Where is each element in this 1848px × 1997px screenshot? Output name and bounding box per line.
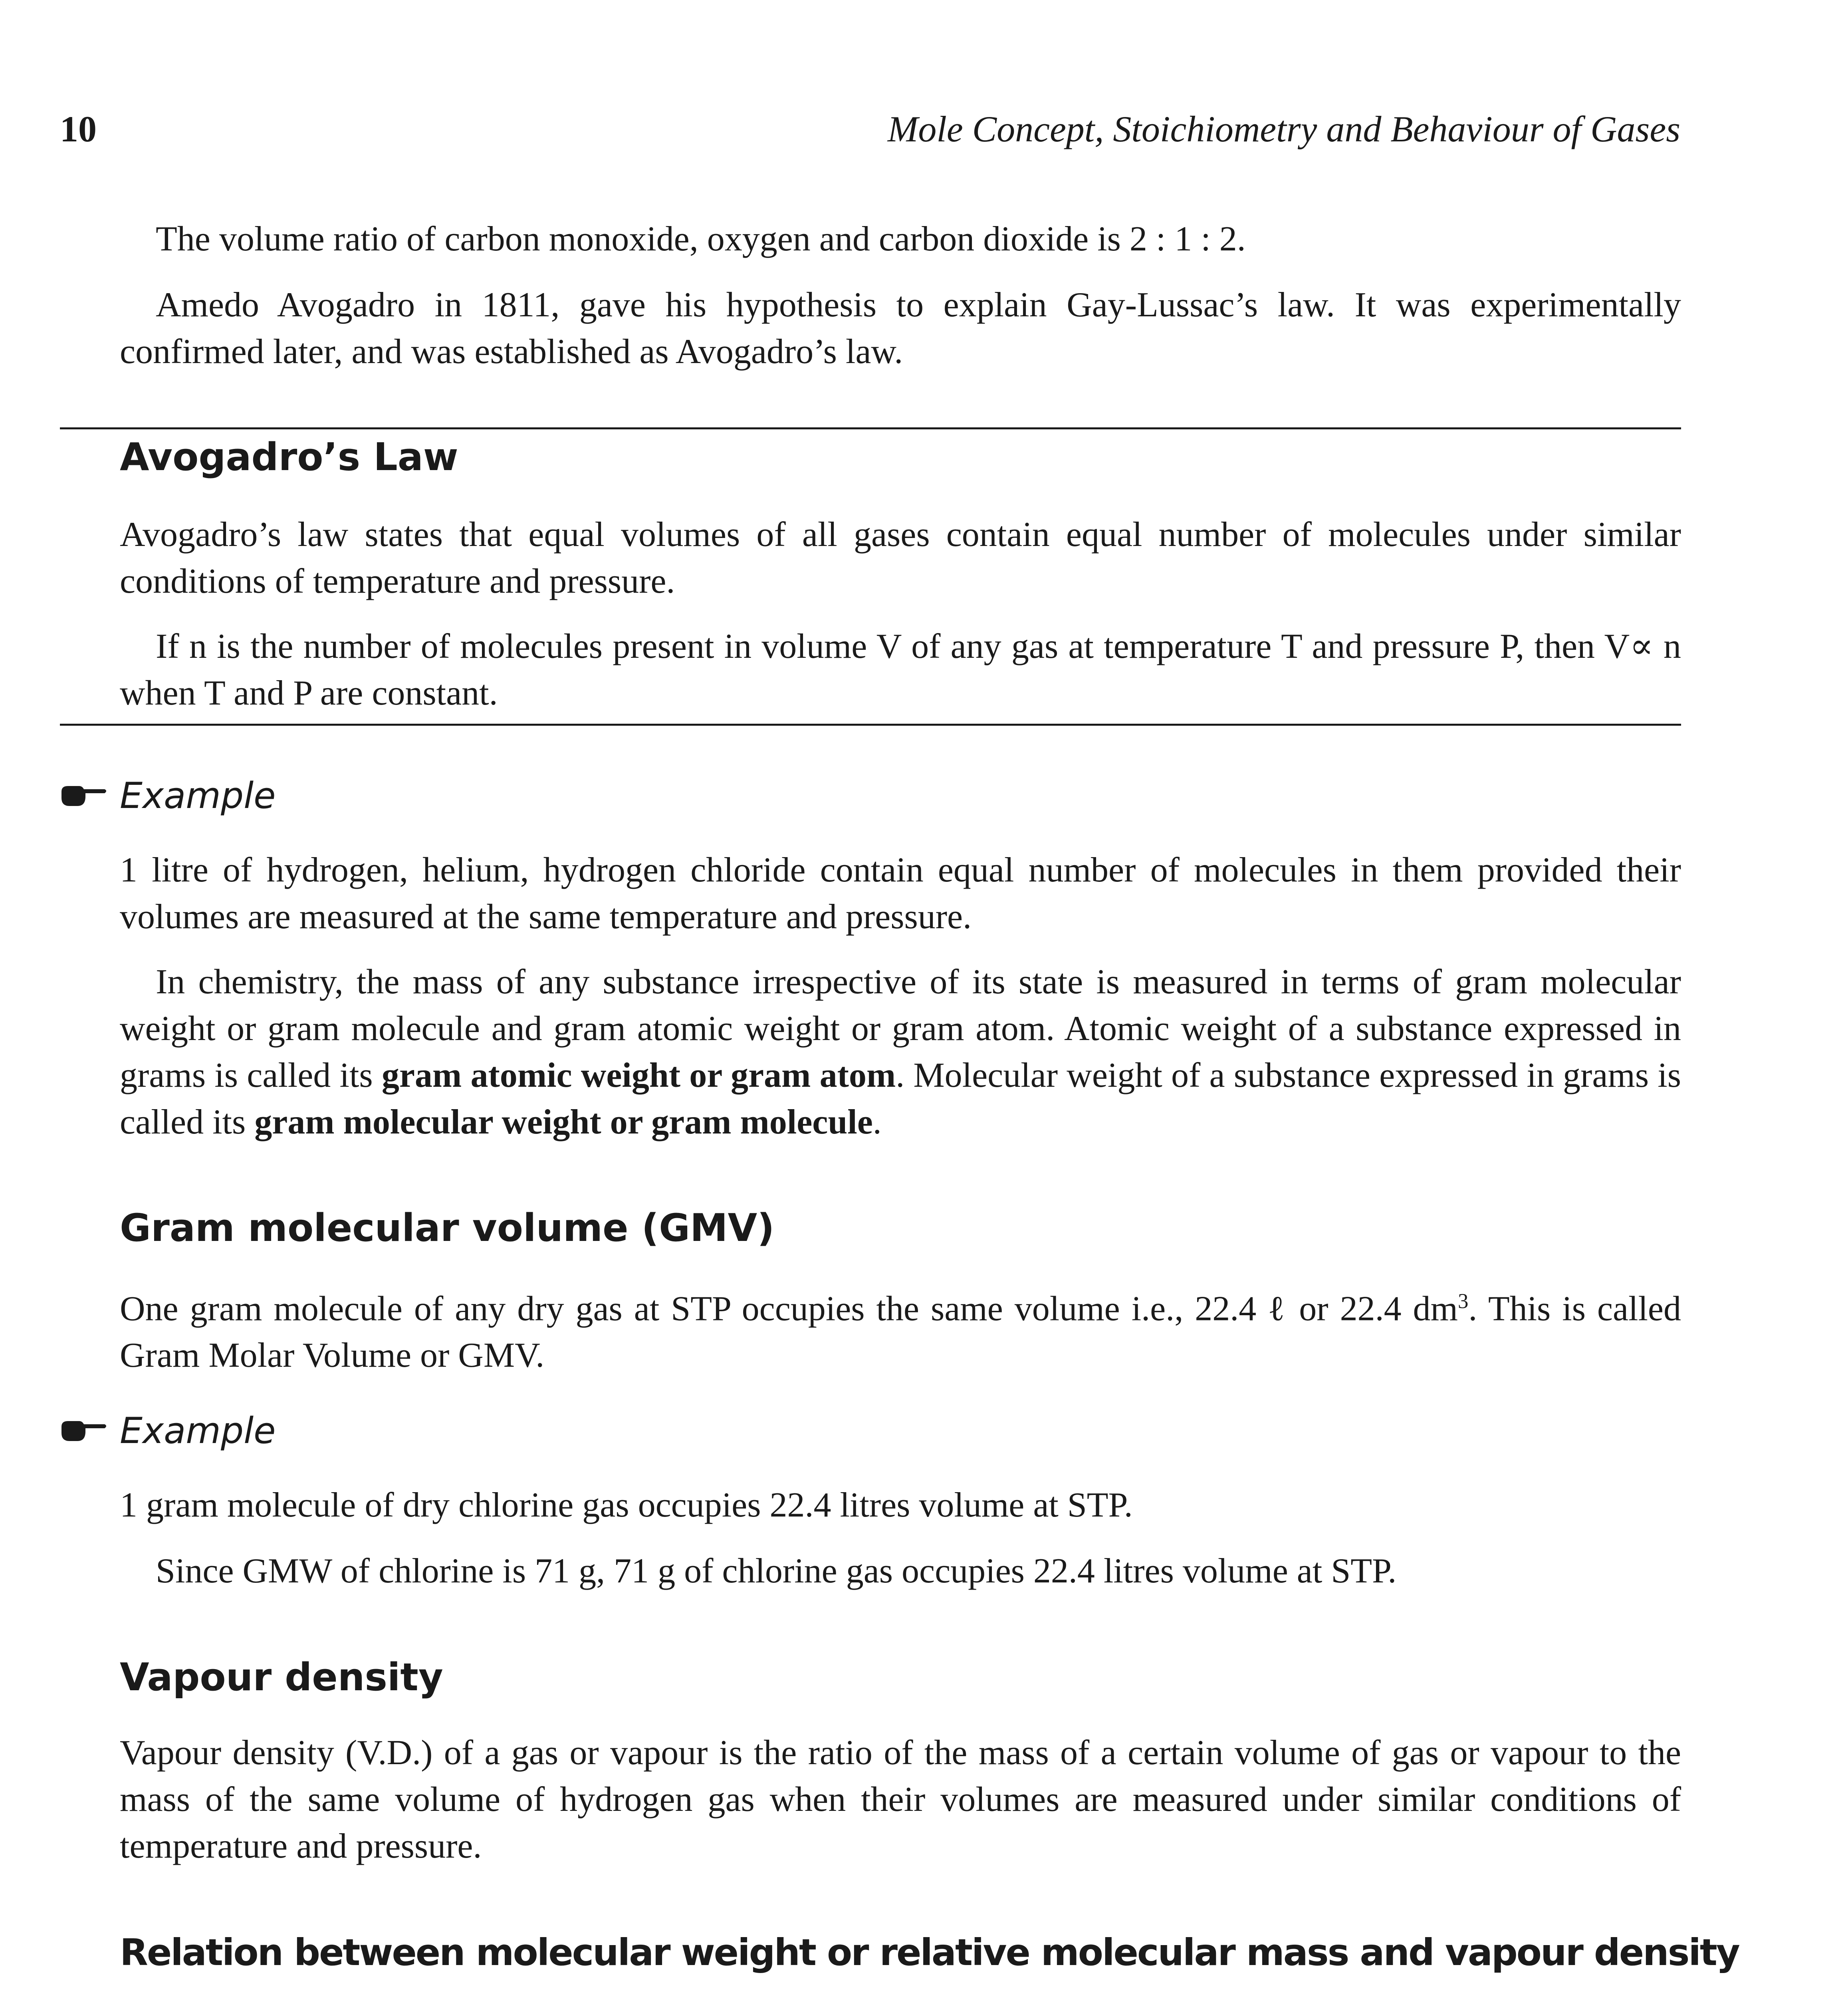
intro-paragraph-2: Amedo Avogadro in 1811, gave his hypothesis to explain Gay-Lussac’s law. It was experimentally confirmed later, and was established as Avogadro’s law. [120, 286, 1681, 371]
example-label-1 [60, 775, 276, 817]
example-2-paragraph-1: 1 gram molecule of dry chlorine gas occupies 22.4 litres volume at STP. [120, 1486, 1133, 1525]
avogadro-law-paragraph-1: Avogadro’s law states that equal volumes of all gases contain equal number of molecules under similar conditions of temperature and pressure. [120, 515, 1681, 601]
example-label-text-2: Example [120, 1410, 276, 1452]
example-1-paragraph-1: 1 litre of hydrogen, helium, hydrogen chloride contain equal number of molecules in them provided their volumes are measured at the same temperature and pressure. [120, 851, 1681, 936]
example-label-2 [60, 1410, 276, 1452]
intro-paragraph-1: The volume ratio of carbon monoxide, oxygen and carbon dioxide is 2 : 1 : 2. [156, 220, 1246, 258]
avogadro-law-heading: Avogadro’s Law [120, 435, 458, 479]
vapour-density-heading: Vapour density [120, 1656, 443, 1699]
gram-atomic-weight-term: gram atomic weight or gram atom [381, 1056, 896, 1095]
relation-heading: Relation between molecular weight or relative molecular mass and vapour density [120, 1931, 1739, 1974]
box-top-rule [60, 427, 1681, 429]
gram-molecular-weight-term: gram molecular weight or gram molecule [254, 1103, 873, 1141]
example-2-paragraph-2: Since GMW of chlorine is 71 g, 71 g of chlorine gas occupies 22.4 litres volume at STP. [156, 1552, 1397, 1590]
pointing-hand-icon [60, 782, 108, 810]
example-label-text-1: Example [120, 775, 276, 817]
box-bottom-rule [60, 724, 1681, 726]
avogadro-law-paragraph-2: If n is the number of molecules present in volume V of any gas at temperature T and pressure P, then V∝ n when T and P are constant. [120, 627, 1681, 713]
running-head: Mole Concept, Stoichiometry and Behaviour of Gases [887, 109, 1680, 149]
pointing-hand-icon [60, 1417, 108, 1445]
gmv-heading: Gram molecular volume (GMV) [120, 1206, 775, 1250]
gmv-paragraph: One gram molecule of any dry gas at STP occupies the same volume i.e., 22.4 ℓ or 22.4 $dm^3$. This is called Gram Molar Volume or GMV. [120, 1289, 1681, 1375]
vapour-density-paragraph: Vapour density (V.D.) of a gas or vapour is the ratio of the mass of a certain volume of gas or vapour to the mass of the same volume of hydrogen gas when their volumes are measured under similar conditions of temperature and pressure. [120, 1733, 1681, 1866]
example-1-paragraph-2: In chemistry, the mass of any substance irrespective of its state is measured in terms of gram molecular weight or gram molecule and gram atomic weight or gram atom. Atomic weight of a substance expressed in grams is called its gram atomic weight or gram atom. Molecular weight of a substance expressed in grams is called its gram molecular weight or gram molecule. [120, 963, 1681, 1141]
page-number: 10 [60, 109, 97, 149]
